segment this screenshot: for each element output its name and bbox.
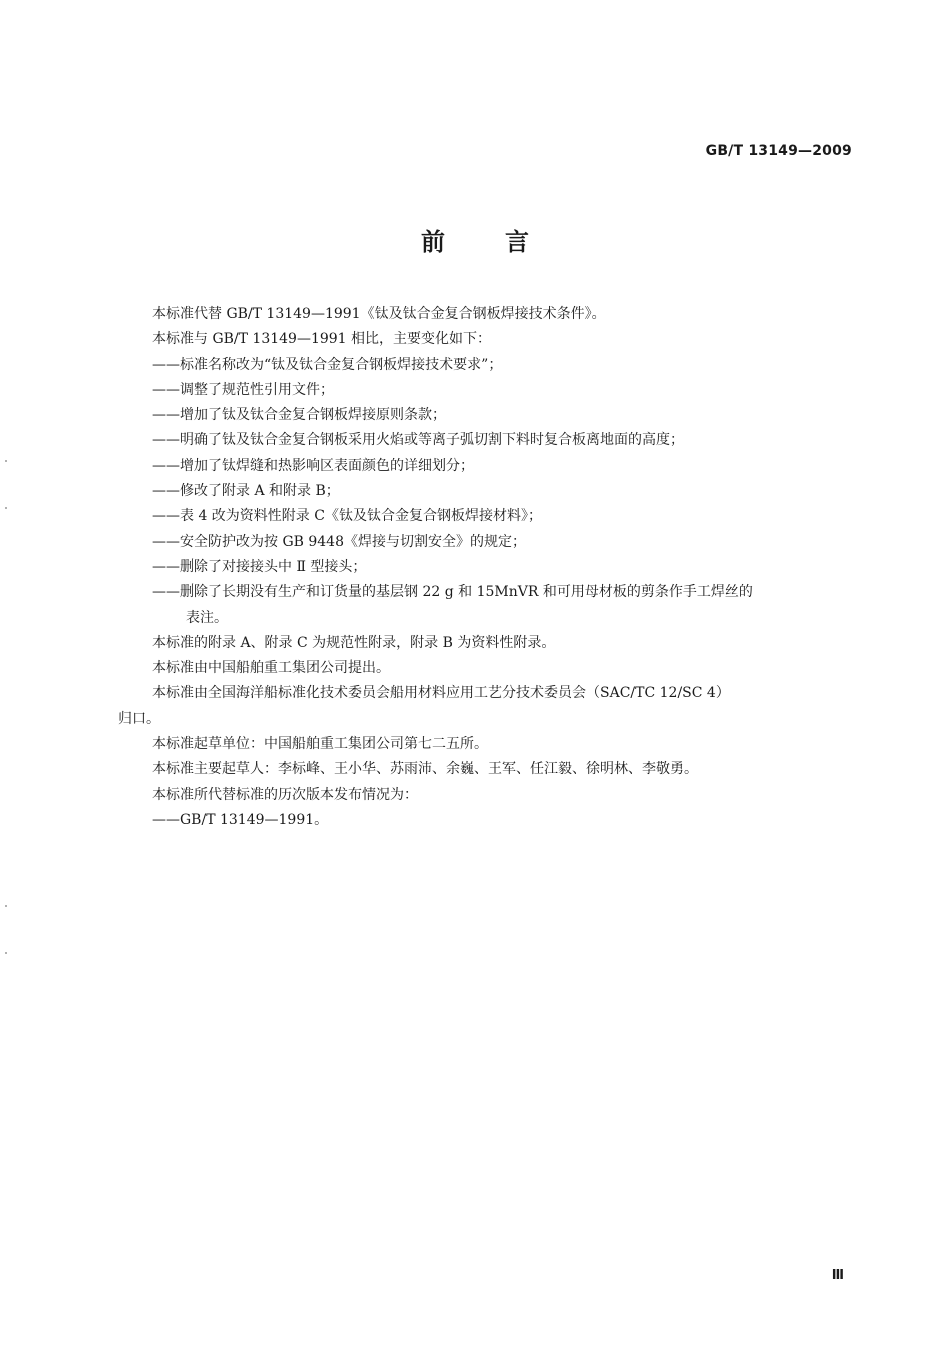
change-item: ——删除了对接接头中 Ⅱ 型接头； xyxy=(152,558,367,575)
page-number: Ⅲ xyxy=(831,1268,844,1283)
change-item: ——增加了钛焊缝和热影响区表面颜色的详细划分； xyxy=(152,457,474,474)
paragraph-changes-intro: 本标准与 GB/T 13149—1991 相比，主要变化如下： xyxy=(152,331,492,348)
paragraph-history-intro: 本标准所代替标准的历次版本发布情况为： xyxy=(152,786,418,803)
paragraph-committee: 本标准由全国海洋船标准化技术委员会船用材料应用工艺分技术委员会（SAC/TC 12/SC 4） xyxy=(152,685,730,702)
scan-speck xyxy=(5,507,7,509)
paragraph-drafters: 本标准主要起草人：李标峰、王小华、苏雨沛、余巍、王军、任江毅、徐明林、李敬勇。 xyxy=(152,761,698,778)
page-title: 前言 xyxy=(421,228,589,256)
paragraph-drafting-unit: 本标准起草单位：中国船舶重工集团公司第七二五所。 xyxy=(152,736,488,753)
history-item: ——GB/T 13149—1991。 xyxy=(152,811,329,828)
change-item-continuation: 表注。 xyxy=(186,609,228,626)
scan-speck xyxy=(5,460,7,462)
paragraph-committee-continuation: 归口。 xyxy=(118,710,160,727)
change-item: ——删除了长期没有生产和订货量的基层钢 22 g 和 15MnVR 和可用母材板的剪条作手工焊丝的 xyxy=(152,584,753,601)
paragraph-proposer: 本标准由中国船舶重工集团公司提出。 xyxy=(152,660,390,677)
paragraph-replacement: 本标准代替 GB/T 13149—1991《钛及钛合金复合钢板焊接技术条件》。 xyxy=(152,306,606,322)
change-item: ——修改了附录 A 和附录 B； xyxy=(152,483,340,500)
change-item: ——明确了钛及钛合金复合钢板采用火焰或等离子弧切割下料时复合板离地面的高度； xyxy=(152,432,684,449)
change-item: ——增加了钛及钛合金复合钢板焊接原则条款； xyxy=(152,407,446,424)
scan-speck xyxy=(5,905,7,907)
scan-speck xyxy=(5,952,7,954)
paragraph-annex: 本标准的附录 A、附录 C 为规范性附录，附录 B 为资料性附录。 xyxy=(152,634,556,651)
change-item: ——安全防护改为按 GB 9448《焊接与切割安全》的规定； xyxy=(152,533,526,550)
change-item: ——调整了规范性引用文件； xyxy=(152,381,334,398)
standard-code: GB/T 13149—2009 xyxy=(705,143,852,159)
change-item: ——标准名称改为“钛及钛合金复合钢板焊接技术要求”； xyxy=(152,356,503,373)
document-body xyxy=(118,302,858,833)
change-item: ——表 4 改为资料性附录 C《钛及钛合金复合钢板焊接材料》； xyxy=(152,508,542,525)
